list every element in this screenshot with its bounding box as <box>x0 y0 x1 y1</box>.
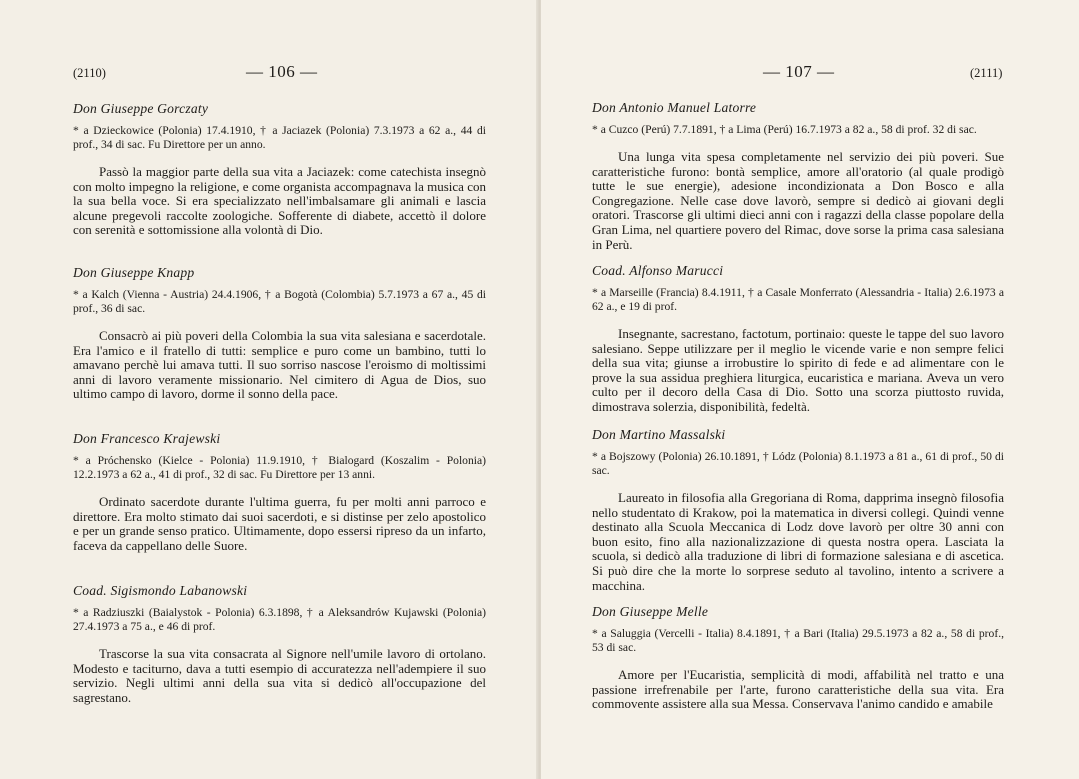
right-page <box>541 0 1079 779</box>
entry-life-dates: * a Saluggia (Vercelli - Italia) 8.4.1891, † a Bari (Italia) 29.5.1973 a 82 a., 58 di prof., 53 di sac. <box>592 627 1004 654</box>
obituary-entry <box>592 604 1004 712</box>
entry-biography: Passò la maggior parte della sua vita a Jaciazek: come catechista insegnò con molto impegno la religione, e come organista accompagnava la musica con la sua bella voce. Si era specializzato nell'imbalsamare gli animali e lascia alcune pregevoli raccolte zoologiche. Sofferente di diabete, accettò il dolore con serenità e sottomissione alla volontà di Dio. <box>73 164 486 238</box>
page-number-left: — 106 — <box>246 62 318 81</box>
entry-name: Don Francesco Krajewski <box>73 431 221 446</box>
entry-life-dates: * a Radziuszki (Baialystok - Polonia) 6.3.1898, † a Aleksandrów Kujawski (Polonia) 27.4.1973 a 75 a., e 46 di prof. <box>73 606 486 633</box>
obituary-entry <box>592 263 1004 415</box>
running-head-right: (2111) <box>970 66 1003 80</box>
obituary-entry <box>73 431 486 553</box>
entry-life-dates: * a Bojszowy (Polonia) 26.10.1891, † Lódz (Polonia) 8.1.1973 a 81 a., 61 di prof., 50 di sac. <box>592 450 1004 477</box>
entry-life-dates: * a Marseille (Francia) 8.4.1911, † a Casale Monferrato (Alessandria - Italia) 2.6.1973 a 62 a., e 19 di prof. <box>592 286 1004 313</box>
entry-life-dates: * a Próchensko (Kielce - Polonia) 11.9.1910, † Bialogard (Koszalim - Polonia) 12.2.1973 a 62 a., 41 di prof., 32 di sac. Fu Direttore per 13 anni. <box>73 454 486 481</box>
entry-name: Coad. Sigismondo Labanowski <box>73 583 248 598</box>
obituary-entry <box>73 101 486 238</box>
entry-life-dates: * a Kalch (Vienna - Austria) 24.4.1906, † a Bogotà (Colombia) 5.7.1973 a 67 a., 45 di prof., 36 di sac. <box>73 288 486 315</box>
entry-biography: Trascorse la sua vita consacrata al Signore nell'umile lavoro di ortolano. Modesto e taciturno, dava a tutti esempio di accuratezza nell'adempiere il suo servizio. Negli ultimi anni della sua vita si dedicò all'occupazione del sagrestano. <box>73 646 486 705</box>
entry-name: Don Martino Massalski <box>592 427 726 442</box>
entry-biography: Consacrò ai più poveri della Colombia la sua vita salesiana e sacerdotale. Era l'amico e il fratello di tutti: semplice e puro come un bambino, tutti lo amavano perchè lui amava tutti. Il suo sorriso nascose l'eroismo di moltissimi anni di lavoro veramente missionario. Nel cimitero di Agua de Dios, suo ultimo campo di lavoro, dorme il sonno della pace. <box>73 328 486 402</box>
entry-biography: Una lunga vita spesa completamente nel servizio dei più poveri. Sue caratteristiche furono: bontà semplice, amore all'oratorio (al quale prodigò tutte le sue energie), adesione incondizionata a Don Bosco e alla Congregazione. Nelle case dove lavorò, sempre si dedicò ai giovani degli oratori. Trascorse gli ultimi dieci anni con i ragazzi della classe popolare della Gran Lima, nel quartiere povero del Rimac, dove sorse la prima casa salesiana in Perù. <box>592 149 1004 252</box>
left-page <box>0 0 538 779</box>
entry-name: Coad. Alfonso Marucci <box>592 263 724 278</box>
page-number-right: — 107 — <box>763 62 835 81</box>
entry-name: Don Giuseppe Knapp <box>73 265 195 280</box>
entry-life-dates: * a Cuzco (Perú) 7.7.1891, † a Lima (Perú) 16.7.1973 a 82 a., 58 di prof. 32 di sac. <box>592 123 977 136</box>
entry-biography: Amore per l'Eucaristia, semplicità di modi, affabilità nel tratto e una passione irrefrenabile per l'arte, furono caratteristiche della sua vita. Era commovente assistere alla sua Messa. Conservava l'animo candido e amabile <box>592 667 1004 712</box>
entry-name: Don Giuseppe Gorczaty <box>73 101 209 116</box>
obituary-entry <box>73 265 486 402</box>
entry-name: Don Giuseppe Melle <box>592 604 709 619</box>
obituary-entry <box>592 100 1004 252</box>
entry-life-dates: * a Dzieckowice (Polonia) 17.4.1910, † a Jaciazek (Polonia) 7.3.1973 a 62 a., 44 di prof., 34 di sac. Fu Direttore per un anno. <box>73 124 486 151</box>
entry-name: Don Antonio Manuel Latorre <box>592 100 757 115</box>
obituary-entry <box>73 583 486 705</box>
running-head-left: (2110) <box>73 66 106 80</box>
entry-biography: Laureato in filosofia alla Gregoriana di Roma, dapprima insegnò filosofia nello studentato di Krakow, poi la matematica in diversi collegi. Quindi venne destinato alla Scuola Meccanica di Lodz dove lavorò per oltre 30 anni con buon esito, fino alla nazionalizzazione di questa nostra opera. Lasciata la scuola, si dedicò alla traduzione di libri di formazione salesiana e di ascetica. Si può dire che la morte lo sorprese seduto al tavolino, intento a scrivere a macchina. <box>592 490 1004 593</box>
entry-biography: Ordinato sacerdote durante l'ultima guerra, fu per molti anni parroco e direttore. Era molto stimato dai suoi sacerdoti, e si distinse per zelo apostolico e per un grande senso pratico. Ultimamente, dopo essersi ripreso da un infarto, faceva da cappellano delle Suore. <box>73 494 486 553</box>
obituary-entry <box>592 427 1004 593</box>
entry-biography: Insegnante, sacrestano, factotum, portinaio: queste le tappe del suo lavoro salesiano. Seppe utilizzare per il meglio le vicende varie e non sempre felici della sua vita; giunse a irrobustire lo spirito di fede e ad alimentare con le prove la sua assidua preghiera liturgica, eucaristica e mariana. Aveva un vero culto per il decoro della Casa di Dio. Sotto una scorza piuttosto ruvida, dimostrava solerzia, disponibilità, fedeltà. <box>592 326 1004 414</box>
